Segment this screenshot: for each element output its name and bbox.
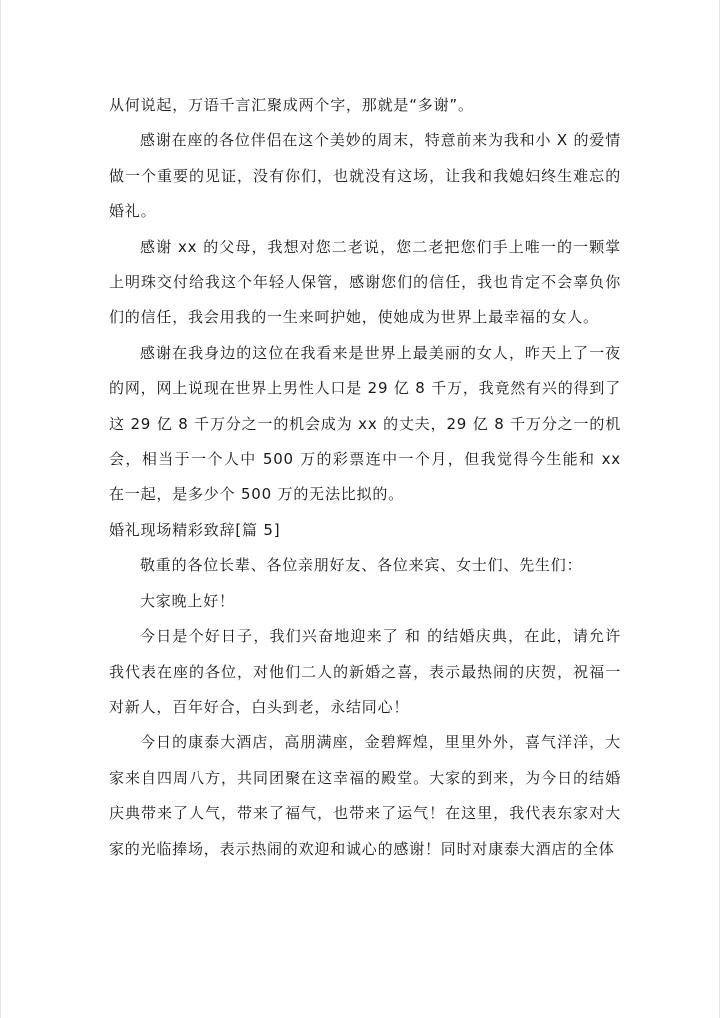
paragraph: 敬重的各位长辈、各位亲朋好友、各位来宾、女士们、先生们： [140,556,583,575]
document-body [109,88,621,867]
paragraph: 从何说起，万语千言汇聚成两个字，那就是“多谢”。 [109,96,474,114]
paragraph: 今日的康泰大酒店，高朋满座，金碧辉煌，里里外外，喜气洋洋，大家来自四周八方，共同团聚在这幸福的殿堂。大家的到来，为今日的结婚庆典带来了人气，带来了福气，也带来了运气！在这里，我代表东家对大家的光临捧场，表示热闹的欢迎和诚心的感谢！同时对康泰大酒店的全体 [109,733,621,858]
paragraph: 今日是个好日子，我们兴奋地迎来了 和 的结婚庆典，在此，请允许我代表在座的各位，对他们二人的新婚之喜，表示最热闹的庆贺，祝福一对新人，百年好合，白头到老，永结同心！ [109,627,621,716]
paragraph: 大家晚上好！ [140,591,235,610]
paragraph: 感谢 xx 的父母，我想对您二老说，您二老把您们手上唯一的一颗掌上明珠交付给我这个年轻人保管，感谢您们的信任，我也肯定不会辜负你们的信任，我会用我的一生来呵护她，使她成为世界上最幸福的女人。 [109,237,621,327]
paragraph: 感谢在我身边的这位在我看来是世界上最美丽的女人，昨天上了一夜的网，网上说现在世界上男性人口是 29 亿 8 千万，我竟然有兴的得到了这 29 亿 8 千万分之一的机会成为 xx 的丈夫，29 亿 8 千万分之一的机会，相当于一个人中 500 万的彩票连中一个月，但我觉得今生能和 xx 在一起，是多少个 500 万的无法比拟的。 [109,343,621,504]
section-heading: 婚礼现场精彩致辞[篇 5] [109,520,281,539]
paragraph: 感谢在座的各位伴侣在这个美妙的周末，特意前来为我和小 X 的爱情做一个重要的见证，没有你们，也就没有这场，让我和我媳妇终生难忘的婚礼。 [109,131,621,221]
